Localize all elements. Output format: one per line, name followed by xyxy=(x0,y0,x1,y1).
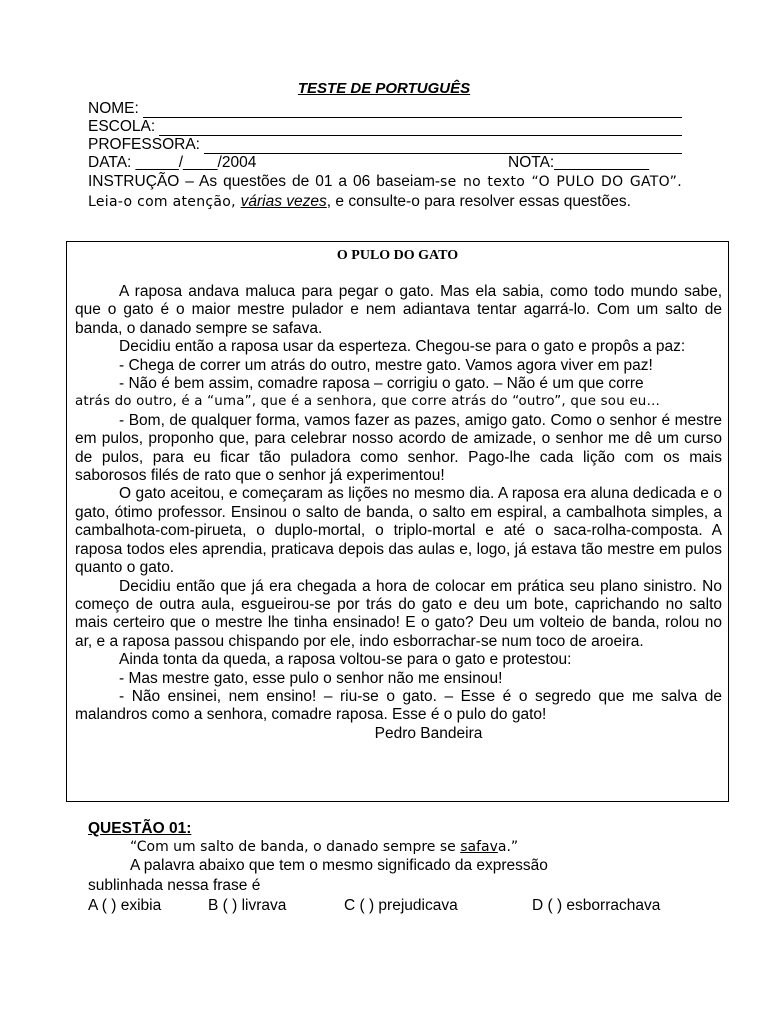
story-paragraph: Decidiu então a raposa usar da esperteza. Chegou-se para o gato e propôs a paz: xyxy=(119,338,686,356)
story-paragraph: O gato aceitou, e começaram as lições no mesmo dia. A raposa era aluna dedicada e o gato, ótimo professor. Ensinou o salto de banda, o salto em espiral, a cambalhota simples, a cambalhota-com-pirueta, o duplo-mortal, o triplo-mortal e até o saca-rolha-composta. A raposa todos eles aprendia, praticava depois das aulas e, logo, já estava tão mestre em pulos quanto o gato. xyxy=(75,485,722,577)
story-box xyxy=(66,241,729,802)
story-paragraph: - Mas mestre gato, esse pulo o senhor não me ensinou! xyxy=(119,669,503,687)
name-label: NOME: xyxy=(88,100,139,117)
option-c[interactable]: C ( ) prejudicava xyxy=(344,897,458,914)
test-title: TESTE DE PORTUGUÊS xyxy=(297,80,471,97)
date-grade-line xyxy=(88,154,682,172)
instruction-part2: se no texto “O PULO DO GATO”. Leia- xyxy=(88,174,682,210)
quote-start: “Com um salto de banda, o danado sempre se xyxy=(130,839,461,855)
student-header xyxy=(88,100,682,212)
story-title: O PULO DO GATO xyxy=(336,248,459,263)
story-paragraph: A raposa andava maluca para pegar o gato. Mas ela sabia, como todo mundo sabe, que o gato é o maior mestre pulador e nem adiantava tentar agarrá-lo. Com um salto de banda, o danado sempre se safava. xyxy=(75,283,722,337)
instruction-part3: o com atenção, xyxy=(123,194,241,210)
question-prompt-line2: sublinhada nessa frase é xyxy=(88,877,261,894)
question-01 xyxy=(88,820,708,916)
instruction-emphasis: várias vezes xyxy=(240,193,327,210)
grade-field[interactable]: NOTA:___________ xyxy=(508,154,650,171)
date-field[interactable]: DATA: _____/____/2004 xyxy=(88,154,257,171)
option-a[interactable]: A ( ) exibia xyxy=(88,897,162,914)
story-text xyxy=(75,283,722,743)
teacher-blank[interactable] xyxy=(204,139,682,154)
story-paragraph: atrás do outro, é a “uma”, que é a senhora, que corre atrás do “outro”, que sou eu… xyxy=(75,394,661,410)
story-paragraph: - Chega de correr um atrás do outro, mestre gato. Vamos agora viver em paz! xyxy=(119,356,653,374)
school-label: ESCOLA: xyxy=(88,118,156,135)
quote-underlined-word: safav xyxy=(460,839,498,855)
name-line xyxy=(88,100,682,118)
answer-options xyxy=(88,896,708,916)
question-prompt-line1: A palavra abaixo que tem o mesmo significado da expressão xyxy=(130,857,548,874)
teacher-line xyxy=(88,136,682,154)
instruction-text xyxy=(88,172,682,212)
teacher-label: PROFESSORA: xyxy=(88,136,200,153)
option-b[interactable]: B ( ) livrava xyxy=(208,897,287,914)
story-paragraph: - Não é bem assim, comadre raposa – corrigiu o gato. – Não é um que corre xyxy=(119,375,644,393)
story-author: Pedro Bandeira xyxy=(374,724,483,742)
school-blank[interactable] xyxy=(159,121,682,136)
question-title: QUESTÃO 01: xyxy=(88,820,192,837)
story-paragraph: - Bom, de qualquer forma, vamos fazer as pazes, amigo gato. Como o senhor é mestre em pulos, proponho que, para celebrar nosso acordo de amizade, o senhor me dê um curso de pulos, para eu ficar tão puladora como senhor. Pago-lhe cada lição com os mais saborosos filés de rato que o senhor já experimentou! xyxy=(75,411,722,485)
story-paragraph: Decidiu então que já era chegada a hora de colocar em prática seu plano sinistro. No começo de outra aula, esgueirou-se por trás do gato e deu um bote, caprichando no salto mais certeiro que o mestre lhe tinha ensinado! E o gato? Deu um volteio de banda, rolou no ar, e a raposa passou chispando por ele, indo esborrachar-se num toco de aroeira. xyxy=(75,577,722,650)
instruction-part1: INSTRUÇÃO – As questões de 01 a 06 baseiam- xyxy=(88,173,441,190)
story-paragraph: - Não ensinei, nem ensino! – riu-se o gato. – Esse é o segredo que me salva de malandros como a senhora, comadre raposa. Esse é o pulo do gato! xyxy=(75,687,722,724)
question-quote xyxy=(88,838,708,856)
option-d[interactable]: D ( ) esborrachava xyxy=(532,897,661,914)
quote-end: a.” xyxy=(497,839,519,855)
story-paragraph: Ainda tonta da queda, a raposa voltou-se para o gato e protestou: xyxy=(119,651,572,669)
school-line xyxy=(88,118,682,136)
name-blank[interactable] xyxy=(143,103,682,118)
instruction-part4: , e consulte-o para resolver essas questões. xyxy=(326,193,631,210)
